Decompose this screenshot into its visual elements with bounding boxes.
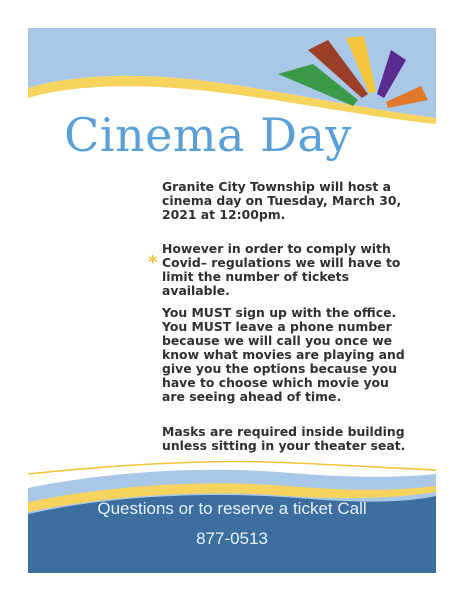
footer-phone-number: 877-0513 — [196, 529, 268, 548]
footer-contact-line: Questions or to reserve a ticket Call — [97, 499, 367, 518]
flyer — [28, 28, 436, 573]
mask-requirement: Masks are required inside building unless sitting in your theater seat. — [162, 424, 406, 453]
covid-notice: However in order to comply with Covid– regulations we will have to limit the number of tickets available. — [162, 241, 401, 298]
header-sky-band — [28, 28, 436, 118]
asterisk-icon: * — [148, 252, 158, 273]
signup-instructions: You MUST sign up with the office. You MUST leave a phone number because we will call you once we know what movies are playing and give you the options because you have to choose which movie you are seeing ahead of time. — [162, 305, 405, 404]
event-announcement: Granite City Township will host a cinema day on Tuesday, March 30, 2021 at 12:00pm. — [162, 179, 402, 222]
flyer-title: Cinema Day — [64, 108, 352, 162]
